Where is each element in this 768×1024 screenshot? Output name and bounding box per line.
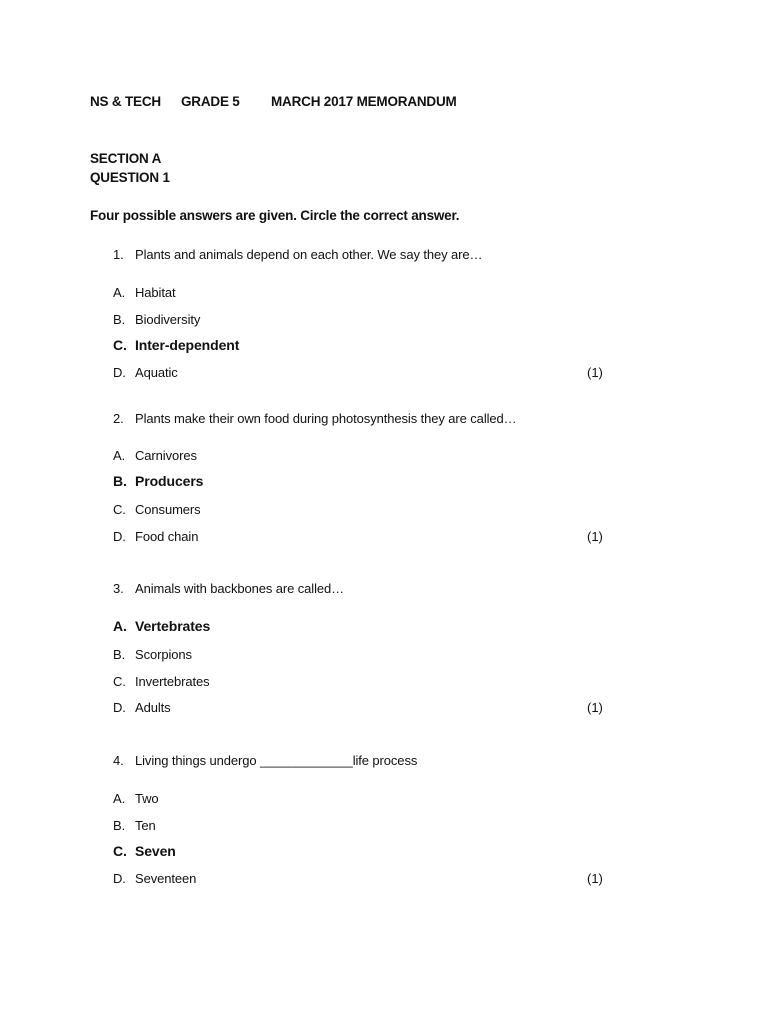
option-text: Aquatic — [135, 365, 178, 380]
question-number: 1. — [113, 247, 124, 262]
option-text: Scorpions — [135, 647, 192, 662]
option-text: Two — [135, 791, 159, 806]
correct-option-text: Vertebrates — [135, 618, 211, 634]
instruction-text: Four possible answers are given. Circle the correct answer. — [90, 208, 460, 223]
correct-option-text: Inter-dependent — [135, 337, 240, 353]
question-number: 3. — [113, 581, 124, 596]
option-text: Habitat — [135, 285, 176, 300]
correct-option-letter: C. — [113, 337, 127, 353]
correct-option-letter: A. — [113, 618, 127, 634]
option-text: Consumers — [135, 502, 201, 517]
correct-option-text: Seven — [135, 843, 176, 859]
mark-allocation: (1) — [587, 365, 603, 380]
option-letter: A. — [113, 791, 126, 806]
option-text: Adults — [135, 700, 171, 715]
option-letter: C. — [113, 502, 126, 517]
question-text: Plants and animals depend on each other. We say they are… — [135, 247, 483, 262]
option-text: Biodiversity — [135, 312, 201, 327]
option-text: Seventeen — [135, 871, 197, 886]
correct-option-text: Producers — [135, 473, 204, 489]
option-text: Food chain — [135, 529, 199, 544]
correct-option-letter: B. — [113, 473, 127, 489]
option-letter: D. — [113, 871, 126, 886]
header-title: MARCH 2017 MEMORANDUM — [271, 94, 457, 109]
header-grade: GRADE 5 — [181, 94, 240, 109]
question-number: 4. — [113, 753, 124, 768]
question-text: Living things undergo _____________life process — [135, 753, 418, 768]
option-letter: B. — [113, 312, 126, 327]
correct-option-letter: C. — [113, 843, 127, 859]
option-letter: C. — [113, 674, 126, 689]
mark-allocation: (1) — [587, 700, 603, 715]
option-text: Ten — [135, 818, 156, 833]
option-letter: A. — [113, 285, 126, 300]
question-text: Plants make their own food during photosynthesis they are called… — [135, 411, 517, 426]
question-heading: QUESTION 1 — [90, 170, 170, 185]
question-text: Animals with backbones are called… — [135, 581, 345, 596]
mark-allocation: (1) — [587, 529, 603, 544]
section-heading: SECTION A — [90, 151, 162, 166]
option-letter: A. — [113, 448, 126, 463]
option-letter: B. — [113, 818, 126, 833]
header-subject: NS & TECH — [90, 94, 161, 109]
question-number: 2. — [113, 411, 124, 426]
option-letter: D. — [113, 700, 126, 715]
mark-allocation: (1) — [587, 871, 603, 886]
option-text: Carnivores — [135, 448, 197, 463]
option-letter: D. — [113, 365, 126, 380]
option-letter: D. — [113, 529, 126, 544]
option-letter: B. — [113, 647, 126, 662]
option-text: Invertebrates — [135, 674, 210, 689]
